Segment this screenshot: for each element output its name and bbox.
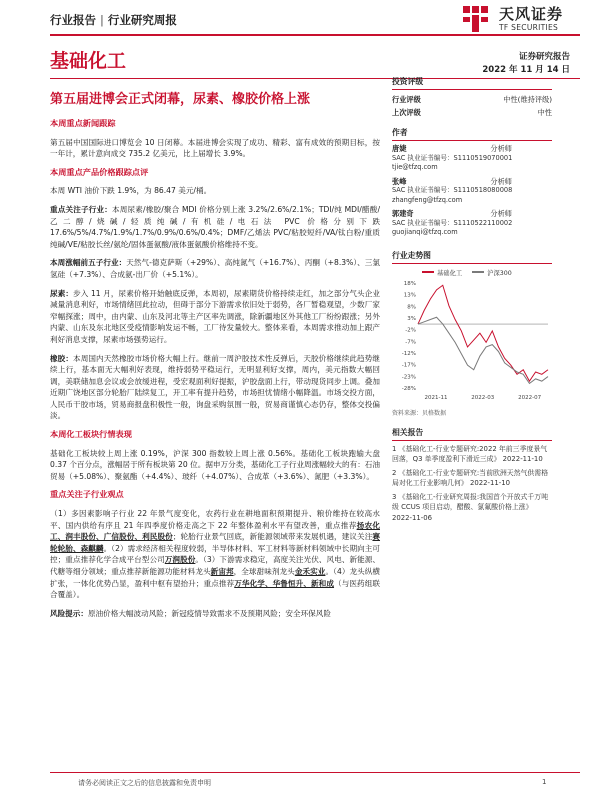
analyst-cert: SAC 执业证书编号：S1110522110002: [392, 218, 513, 227]
industry-rating-value: 中性(维持评级): [503, 95, 552, 104]
view-stocks-3: 万润股份: [164, 555, 196, 565]
analyst-name: 张峰: [392, 176, 407, 186]
sidebar: [392, 76, 552, 526]
analyst-email[interactable]: tjie@tfzq.com: [392, 163, 438, 171]
view-text-2: ；轮胎行业景气回底，新能源领域带来发展机遇，建议关注: [172, 532, 373, 542]
analyst-cert: SAC 执业证书编号：S1110518080008: [392, 186, 513, 194]
rubber-text: 本周国内天然橡胶市场价格大幅上行。继前一周沪胶技术性反弹后，天胶价格继续此趋势继续上行，基本面无大幅利好表现，维持弱势平稳运行，无明显利好支撑，周内，美元指数大幅回调，美联储加息会议或会放缓进程，受宏观面利好提振，沪胶盘面上行，带动现货同步上调。叠加近期广饶地区部分轮胎厂陆续复工，开工率有提升趋势，市场担忧情绪小幅降温。市场交投方面，人民币干胶市场，贸易商报盘积极性一般，询盘采购氛围一般，贸易商谨慎心态仍存，整体交投偏淡。: [50, 353, 380, 421]
trend-chart-heading: 行业走势图: [392, 250, 552, 264]
section-heading-price: 本周重点产品价格跟踪点评: [50, 166, 149, 177]
top5-lead: 本周涨幅前五子行业：: [50, 258, 127, 268]
legend-item: [472, 268, 512, 277]
breadcrumb: [50, 12, 177, 28]
previous-rating-value: 中性: [537, 108, 552, 117]
analyst-name: 唐婕: [392, 144, 407, 153]
view-text-3: 。（2）需求经济相关程度较弱，半导体材料、军工材料等新材料领域中长期向主可控；重点推荐化学合成平台型公司: [50, 543, 381, 565]
analyst-name: 郭建奇: [392, 209, 414, 218]
previous-rating-label: 上次评级: [392, 108, 421, 117]
risk-lead: 风险提示：: [50, 608, 88, 618]
view-text-6: 。（4）龙头纵横扩张，一体化优势凸显，盈利中枢有望抬升；重点推荐: [50, 567, 381, 588]
y-tick-label: -2%: [405, 327, 416, 334]
page-title: 基础化工: [50, 50, 127, 72]
series-line: [418, 317, 548, 383]
view-text-1: （1）多因素影响子行业 22 年景气度变化，农药行业在耕地面积预期提升、粮价维持在较高水平、国内供给有序且 21 年四季度价格走高之下 22 年整体盈利水平有望改善，重点推荐: [50, 509, 380, 530]
focus-paragraph: [50, 204, 380, 250]
section-heading-news: 本周重点新闻跟踪: [50, 118, 116, 128]
tf-securities-logo: [457, 2, 582, 38]
legend-swatch: [472, 271, 484, 273]
related-report-item[interactable]: 3 《基础化工-行业研究周报:我国首个开放式千万吨级 CCUS 项目启动，醋酸、氯氟酸价格上涨》 2022-11-06: [392, 492, 549, 522]
urea-text: 步入 11 月，尿素价格开始触底反弹，本周初，尿素期货价格持续走红，加之部分气头企业减量消息利好，市场情绪回此拉动，但碍于部分下游需求依旧处于弱势，各厂暂稳观望，少数厂家窄幅探涨；周中，由内蒙、山东及河北等主产区率先调涨，除新疆地区外其他工厂纷纷跟涨；另外内蒙、山东及东北地区受疫情影响发运不畅，工厂待发量较大。整体来看，本周需求推动加上跟产利好消息支撑，尿素市场强势运行。: [50, 288, 380, 344]
analyst-email[interactable]: guojianqi@tfzq.com: [392, 228, 458, 236]
analyst-cert: SAC 执业证书编号：S1110519070001: [392, 153, 513, 162]
view-text-5: ，全球甜味剂龙头: [233, 567, 295, 576]
report-headline: 第五届进博会正式闭幕，尿素、橡胶价格上涨: [50, 92, 311, 107]
analyst-block: [392, 209, 552, 238]
y-tick-label: -17%: [401, 362, 416, 369]
industry-rating-row: [392, 93, 552, 106]
logo-text-cn: 天风证券: [499, 5, 564, 23]
main-content: [50, 118, 380, 626]
analyst-email[interactable]: zhangfeng@tfzq.com: [392, 195, 463, 204]
risk-text: 原油价格大幅波动风险；新冠疫情导致需求不及预期风险；安全环保风险: [87, 608, 331, 618]
urea-paragraph: [50, 288, 380, 346]
legend-swatch: [422, 271, 434, 273]
top5-text: 天然气-德克萨斯（+29%）、高纯氮气（+16.7%）、丙酮（+8.3%）、三氯氢硅（+7.3%）、合成氨-出厂价（+5.1%）。: [50, 258, 380, 279]
trend-chart-block: [392, 250, 552, 417]
view-stocks-4: 新宙邦: [210, 567, 234, 576]
y-tick-label: -7%: [405, 338, 416, 345]
breadcrumb-item-report: 行业报告: [50, 13, 96, 27]
legend-label: 沪深300: [487, 269, 512, 277]
analyst-role: 分析师: [490, 176, 512, 186]
y-tick-label: 13%: [403, 292, 416, 299]
legend-item: [422, 268, 462, 277]
rating-heading: 投资评级: [392, 76, 552, 90]
view-stocks-1: 扬农化工、润丰股份、广信股份、利民股份: [50, 520, 380, 542]
section-heading-view: 重点关注子行业观点: [50, 489, 124, 500]
footer-divider: [50, 772, 580, 773]
breadcrumb-separator: |: [100, 13, 104, 27]
report-type: 证券研究报告: [518, 52, 570, 62]
series-line: [418, 285, 548, 381]
price-paragraph: 本周 WTI 油价下跌 1.9%，为 86.47 美元/桶。: [50, 186, 212, 196]
analyst-block: [392, 144, 552, 173]
x-tick-label: 2022-03: [471, 394, 495, 401]
previous-rating-row: [392, 106, 552, 119]
related-report-item[interactable]: 2 《基础化工-行业专题研究:当前欧洲天然气供需格局对化工行业影响几何》 2022-11-10: [392, 468, 549, 487]
board-paragraph: 基础化工板块较上周上涨 0.19%，沪深 300 指数较上周上涨 0.56%。基础化工板块跑输大盘 0.37 个百分点，涨幅居于所有板块第 20 位。据申万分类，基础化工子行业周涨幅较大的有：石油贸易（+5.08%）、聚氨酯（+4.4%）、玻纤（+4.07%）、合成革（+3.6%）、氮肥（+3.3%）。: [50, 448, 380, 481]
view-stocks-5: 金禾实业: [294, 567, 326, 576]
y-tick-label: -12%: [401, 350, 416, 357]
view-stocks-6: 万华化学、华鲁恒升、新和成: [234, 578, 335, 588]
breadcrumb-item-weekly: 行业研究周报: [107, 13, 177, 27]
y-tick-label: 18%: [403, 280, 416, 287]
related-reports: [392, 427, 552, 524]
urea-lead: 尿素：: [50, 288, 74, 298]
view-paragraph: [50, 508, 380, 601]
top5-paragraph: [50, 257, 380, 280]
rubber-lead: 橡胶：: [50, 353, 74, 363]
footer-disclaimer: 请务必阅读正文之后的信息披露和免责申明: [78, 779, 211, 787]
view-text-7: （与医药组联合覆盖）。: [50, 578, 381, 600]
news-paragraph: 第五届中国国际进口博览会 10 日闭幕。本届进博会实现了成功、精彩、富有成效的预期目标，按一年计，累计意向成交 735.2 亿美元，比上届增长 3.9%。: [50, 137, 380, 159]
view-text-4: 。（3）下游需求稳定，高度关注光伏、风电、新能源、代糖等细分领域；重点推荐新能源功能材料龙头: [50, 555, 381, 576]
y-tick-label: -28%: [401, 385, 416, 392]
y-tick-label: -23%: [401, 373, 416, 380]
focus-lead: 重点关注子行业：: [50, 204, 112, 214]
view-stocks-2: 赛轮轮胎、森麒麟: [50, 532, 381, 553]
analyst-role: 分析师: [490, 209, 512, 218]
y-tick-label: 3%: [407, 315, 416, 322]
chart-legend: [422, 268, 552, 277]
analyst-block: [392, 177, 552, 206]
author-heading: 作者: [392, 127, 552, 141]
rubber-paragraph: [50, 353, 380, 423]
related-heading: 相关报告: [392, 427, 552, 441]
x-tick-label: 2021-11: [424, 394, 448, 401]
x-tick-label: 2022-07: [518, 394, 542, 401]
page-number: 1: [542, 778, 547, 786]
logo-text-en: TF SECURITIES: [499, 23, 559, 32]
trend-chart: [392, 277, 552, 402]
risk-paragraph: [50, 608, 380, 620]
related-report-item[interactable]: 1 《基础化工-行业专题研究:2022 年前三季度景气回落，Q3 单季度盈利下滑近三成》 2022-11-10: [392, 444, 548, 463]
focus-text: 本周尿素/橡胶/聚合 MDI 价格分别上涨 3.2%/2.6%/2.1%；TDI/纯 MDI/醋酸/乙二醇/烧碱/轻质纯碱/有机硅/电石法 PVC 价格分别下跌 17.6%/5%/4.7%/1.9%/1.7%/0.9%/0.6%/0.4%；DMF/乙烯法 PVC/粘胶短纤/VA/钛白粉/重质纯碱/VE/粘胶长丝/氨纶/固体蛋氨酸/液体蛋氨酸价格维持不变。: [50, 204, 380, 249]
chart-source: 资料来源：贝格数据: [392, 409, 447, 417]
legend-label: 基础化工: [437, 269, 463, 277]
header-divider: [50, 34, 580, 36]
logo-mark-icon: [463, 4, 489, 34]
section-heading-board: 本周化工板块行情表现: [50, 429, 132, 440]
y-tick-label: 8%: [407, 303, 416, 310]
industry-rating-label: 行业评级: [392, 95, 421, 104]
report-date: 2022 年 11 月 14 日: [482, 65, 570, 75]
analyst-role: 分析师: [490, 144, 512, 153]
